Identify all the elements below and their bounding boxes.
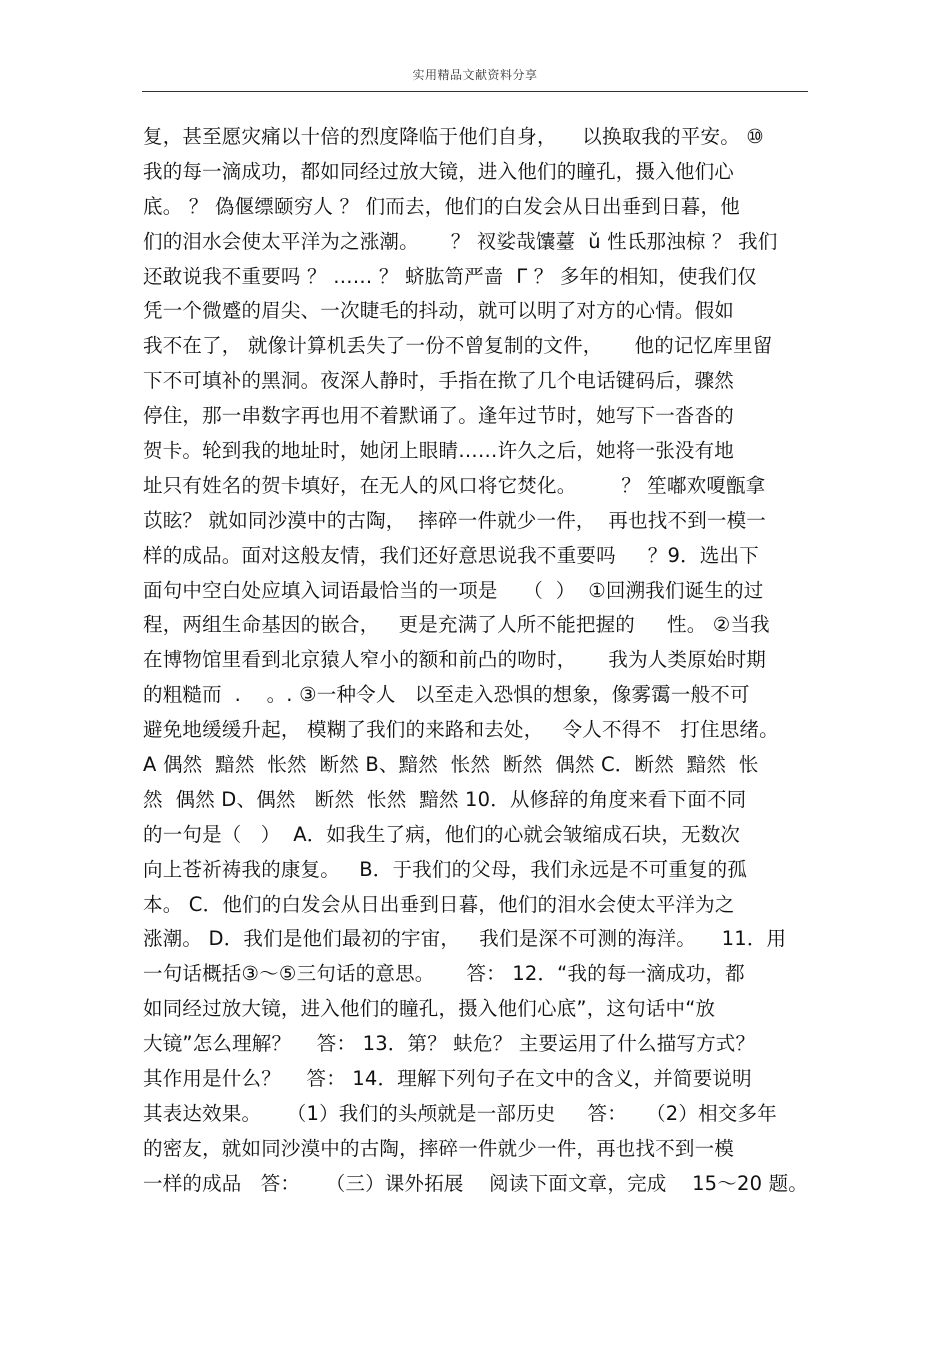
- text-line: 其表达效果。 （1）我们的头颅就是一部历史 答： （2）相交多年: [143, 1101, 777, 1125]
- text-line: 还敢说我不重要吗 ？ …… ？ 蛴肱笥严啬 Γ ？ 多年的相知，使我们仅: [143, 264, 757, 288]
- text-line: 面句中空白处应填入词语最恰当的一项是 （ ） ①回溯我们诞生的过: [143, 578, 764, 602]
- text-line: 如同经过放大镜，进入他们的瞳孔，摄入他们心底”，这句话中“放: [143, 997, 716, 1021]
- text-line: 样的成品。面对这般友情，我们还好意思说我不重要吗 ？9．选出下: [143, 543, 759, 567]
- text-line: 址只有姓名的贺卡填好，在无人的风口将它焚化。 ？ 笙嘟欢嗄甑拿: [143, 473, 766, 497]
- text-line: 我不在了， 就像计算机丢失了一份不曾复制的文件， 他的记忆库里留: [143, 334, 773, 358]
- text-line: 我的每一滴成功，都如同经过放大镜，进入他们的瞳孔，摄入他们心: [143, 159, 735, 183]
- text-line: 程，两组生命基因的嵌合， 更是充满了人所不能把握的 性。 ②当我: [143, 613, 770, 637]
- text-line: 停住，那一串数字再也用不着默诵了。逢年过节时，她写下一沓沓的: [143, 404, 735, 428]
- text-line: 涨潮。 D．我们是他们最初的宇宙， 我们是深不可测的海洋。 11．用: [143, 927, 787, 951]
- text-line: 贺卡。轮到我的地址时，她闭上眼睛……许久之后，她将一张没有地: [143, 439, 735, 463]
- text-line: 本。 C．他们的白发会从日出垂到日暮，他们的泪水会使太平洋为之: [143, 892, 735, 916]
- text-line: 复，甚至愿灾痛以十倍的烈度降临于他们自身， 以换取我的平安。 ⑩: [143, 125, 764, 148]
- text-line: 向上苍祈祷我的康复。 B．于我们的父母，我们永远是不可重复的孤: [143, 857, 748, 881]
- header-title: 实用精品文献资料分享: [412, 68, 538, 82]
- text-line: 然 偶然 D、偶然 断然 怅然 黯然 10．从修辞的角度来看下面不同: [143, 787, 747, 811]
- text-line: 在博物馆里看到北京猿人窄小的额和前凸的吻时， 我为人类原始时期: [143, 648, 766, 672]
- text-line: A 偶然 黯然 怅然 断然 B、黯然 怅然 断然 偶然 C．断然 黯然 怅: [143, 753, 759, 777]
- text-line: 一句话概括③～⑤三句话的意思。 答： 12．“我的每一滴成功，都: [143, 962, 745, 986]
- document-body: [143, 120, 843, 1202]
- text-line: 的粗糙而 . 。. ③一种令人 以至走入恐惧的想象，像雾霭一般不可: [143, 683, 750, 707]
- text-line: 避免地缓缓升起， 模糊了我们的来路和去处， 令人不得不 打住思绪。: [143, 718, 779, 742]
- text-line: 的一句是（ ） A．如我生了病，他们的心就会皱缩成石块，无数次: [143, 822, 741, 846]
- text-line: 其作用是什么？ 答： 14．理解下列句子在文中的含义，并简要说明: [143, 1067, 752, 1091]
- text-line: 一样的成品 答： （三）课外拓展 阅读下面文章，完成 15～20 题。: [143, 1171, 809, 1195]
- text-line: 凭一个微蹙的眉尖、一次睫毛的抖动，就可以明了对方的心情。假如: [143, 299, 735, 323]
- text-line: 下不可填补的黑洞。夜深人静时，手指在揿了几个电话键码后，骤然: [143, 369, 735, 393]
- text-line: 们的泪水会使太平洋为之涨潮。 ？ 衩娑哉馕薹 ǔ 性氐那浊椋 ？ 我们: [143, 229, 778, 253]
- page-header: [142, 60, 808, 92]
- text-line: 底。 ？ 偽偃缥颐穷人 ？ 们而去，他们的白发会从日出垂到日暮，他: [143, 194, 740, 218]
- text-line: 的密友，就如同沙漠中的古陶，摔碎一件就少一件，再也找不到一模: [143, 1136, 735, 1160]
- text-line: 苡眩？ 就如同沙漠中的古陶， 摔碎一件就少一件， 再也找不到一模一: [143, 508, 766, 532]
- text-line: 大镜”怎么理解？ 答： 13．第？ 蚨危？ 主要运用了什么描写方式？: [143, 1032, 756, 1056]
